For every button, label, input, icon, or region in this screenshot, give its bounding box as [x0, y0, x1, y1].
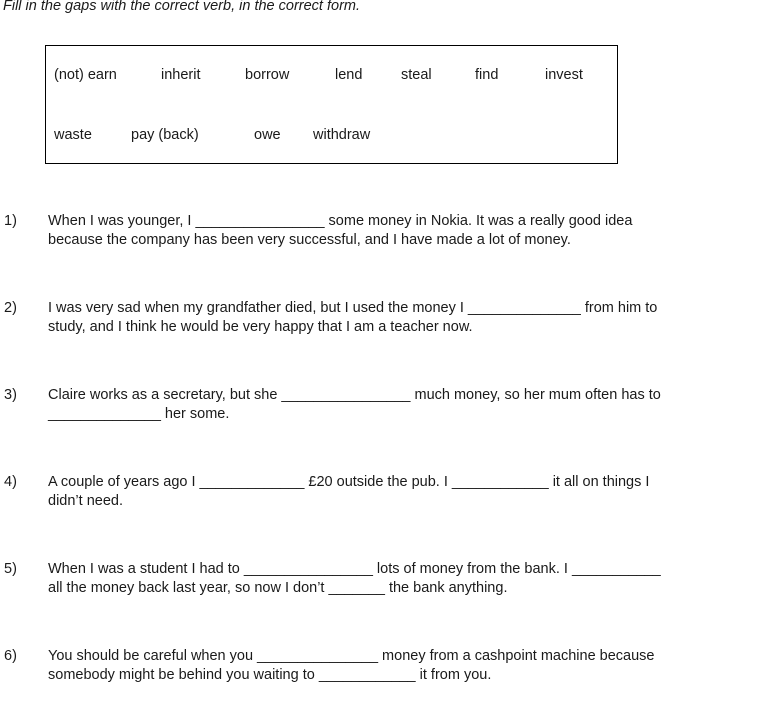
word-waste: waste	[54, 127, 92, 143]
question-text-line: because the company has been very successful, and I have made a lot of money.	[48, 232, 571, 248]
question-text-line: all the money back last year, so now I don’t _______ the bank anything.	[48, 580, 508, 596]
word-find: find	[475, 67, 499, 83]
word-lend: lend	[335, 67, 363, 83]
question-text-line: When I was younger, I ________________ some money in Nokia. It was a really good idea	[48, 213, 633, 229]
instruction-text: Fill in the gaps with the correct verb, in the correct form.	[3, 0, 360, 14]
question-number: 6)	[4, 648, 17, 664]
question-text-line: When I was a student I had to ________________ lots of money from the bank. I ___________	[48, 561, 661, 577]
question-text-line: study, and I think he would be very happy that I am a teacher now.	[48, 319, 473, 335]
question-number: 3)	[4, 387, 17, 403]
question-text-line: You should be careful when you _______________ money from a cashpoint machine because	[48, 648, 655, 664]
question-number: 4)	[4, 474, 17, 490]
word-withdraw: withdraw	[313, 127, 371, 143]
question-number: 5)	[4, 561, 17, 577]
word-borrow: borrow	[245, 67, 290, 83]
word-inherit: inherit	[161, 67, 201, 83]
question-text-line: somebody might be behind you waiting to ____________ it from you.	[48, 667, 492, 683]
question-number: 2)	[4, 300, 17, 316]
word-box	[45, 45, 618, 164]
question-text-line: I was very sad when my grandfather died, but I used the money I ______________ from him to	[48, 300, 658, 316]
question-text-line: A couple of years ago I _____________ £20 outside the pub. I ____________ it all on things I	[48, 474, 650, 490]
question-text-line: Claire works as a secretary, but she ________________ much money, so her mum often has to	[48, 387, 661, 403]
word-not-earn: (not) earn	[54, 67, 117, 83]
word-owe: owe	[254, 127, 281, 143]
question-text-line: didn’t need.	[48, 493, 123, 509]
word-pay-back: pay (back)	[131, 127, 199, 143]
word-invest: invest	[545, 67, 583, 83]
question-number: 1)	[4, 213, 17, 229]
word-steal: steal	[401, 67, 432, 83]
question-text-line: ______________ her some.	[48, 406, 230, 422]
